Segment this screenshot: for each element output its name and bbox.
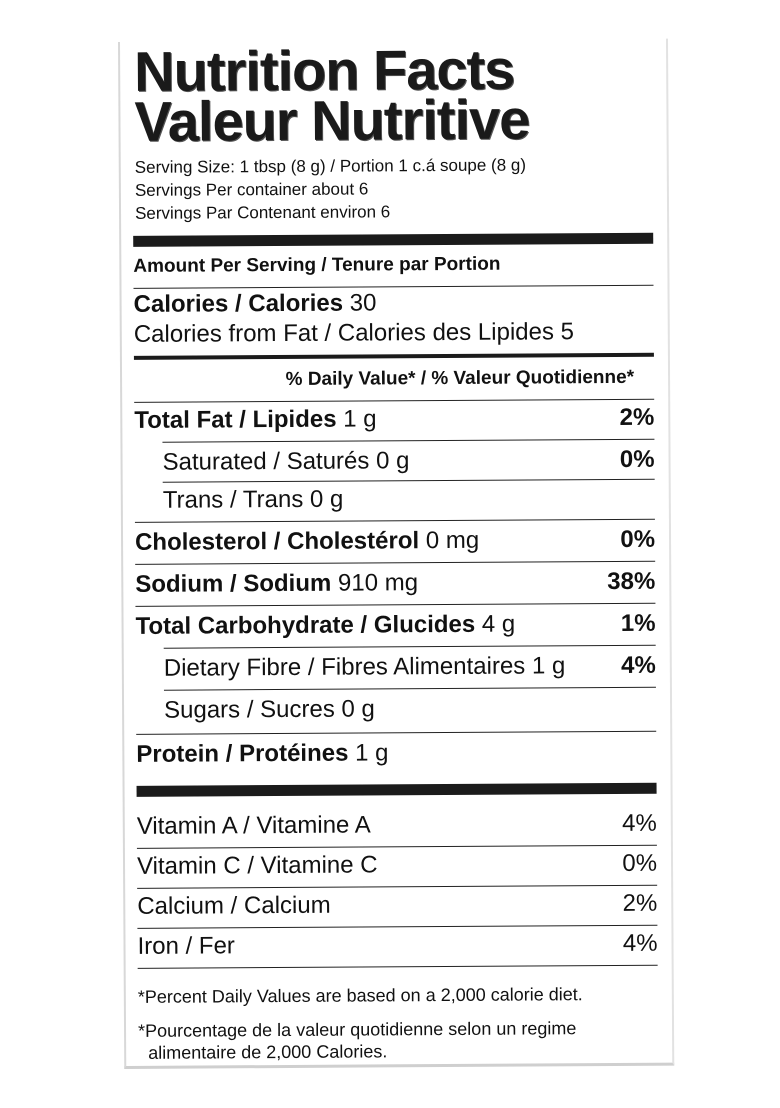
nutrition-label	[118, 39, 674, 1069]
vitamin-row-c	[137, 849, 657, 882]
vitamin-label: Vitamin A / Vitamine A	[136, 811, 371, 840]
divider	[135, 561, 655, 565]
nutrient-row-sodium	[135, 567, 655, 600]
nutrient-row-cholesterol	[135, 525, 655, 558]
nutrient-label: Saturated / Saturés 0 g	[162, 447, 410, 476]
divider	[136, 731, 656, 735]
divider	[135, 519, 655, 523]
divider	[164, 687, 656, 691]
servings-per-container-en: Servings Per container about 6	[134, 179, 369, 200]
nutrient-label: Trans / Trans 0 g	[162, 485, 344, 514]
nutrient-amount: 1 g	[343, 405, 377, 433]
medium-divider	[134, 353, 654, 360]
vitamin-label: Vitamin C / Vitamine C	[136, 851, 378, 880]
amount-per-serving-header: Amount Per Serving / Tenure par Portion	[133, 253, 501, 277]
nutrient-row-sugars	[164, 693, 656, 726]
footnote-french-line-2: alimentaire de 2,000 Calories.	[148, 1041, 388, 1063]
vitamin-daily-value: 4%	[622, 809, 657, 837]
nutrient-label: Cholesterol / Cholestérol	[134, 527, 420, 556]
nutrient-row-total-fat	[134, 403, 654, 436]
serving-size: Serving Size: 1 tbsp (8 g) / Portion 1 c.á soupe (8 g)	[134, 155, 527, 177]
vitamin-daily-value: 2%	[622, 889, 658, 917]
nutrient-daily-value: 4%	[621, 651, 656, 679]
serving-info	[135, 154, 527, 225]
nutrient-daily-value: 0%	[620, 525, 656, 553]
nutrient-amount: 910 mg	[337, 569, 419, 597]
nutrient-daily-value: 1%	[620, 609, 656, 637]
nutrient-label: Total Carbohydrate / Glucides	[135, 610, 476, 640]
nutrient-row-trans	[163, 483, 655, 516]
divider	[138, 965, 658, 969]
nutrient-daily-value: 38%	[607, 567, 656, 596]
vitamin-label: Iron / Fer	[137, 932, 235, 960]
nutrient-amount: 0 mg	[425, 526, 480, 555]
calories-from-fat: Calories from Fat / Calories des Lipides 5	[133, 318, 575, 348]
nutrient-label: Total Fat / Lipides	[134, 405, 337, 434]
vitamin-row-calcium	[137, 889, 657, 922]
nutrient-row-carbohydrate	[135, 609, 655, 642]
vitamin-row-a	[137, 809, 657, 842]
calories-label: Calories / Calories	[133, 289, 344, 318]
divider	[163, 479, 655, 483]
nutrient-row-protein	[136, 737, 656, 770]
nutrient-amount: 1 g	[354, 739, 389, 767]
thick-divider	[137, 783, 657, 797]
daily-value-header: % Daily Value* / % Valeur Quotidienne*	[285, 366, 635, 390]
nutrient-label: Dietary Fibre / Fibres Alimentaires 1 g	[163, 652, 566, 682]
footnote-french	[138, 1017, 658, 1064]
divider	[164, 645, 656, 649]
footnote-french-line-1: *Pourcentage de la valeur quotidienne selon un regime	[137, 1018, 577, 1041]
footnote-english: *Percent Daily Values are based on a 2,000 calorie diet.	[137, 984, 583, 1007]
divider	[162, 439, 654, 443]
nutrient-daily-value: 0%	[619, 445, 655, 473]
nutrient-amount: 4 g	[481, 610, 516, 638]
calories-value: 30	[349, 289, 377, 317]
nutrient-row-saturated	[162, 445, 654, 478]
calories-row	[134, 287, 654, 320]
vitamin-daily-value: 4%	[622, 929, 658, 957]
title-english: Nutrition Facts	[133, 37, 515, 103]
nutrient-row-fibre	[164, 651, 656, 684]
nutrient-daily-value: 2%	[619, 403, 655, 431]
nutrient-label: Protein / Protéines	[136, 739, 349, 768]
vitamin-row-iron	[137, 929, 657, 962]
nutrient-label: Sugars / Sucres 0 g	[164, 695, 375, 724]
thick-divider	[133, 233, 653, 247]
vitamin-daily-value: 0%	[622, 849, 658, 877]
nutrient-label: Sodium / Sodium	[135, 569, 332, 598]
divider	[135, 603, 655, 607]
servings-per-container-fr: Servings Par Contenant environ 6	[134, 202, 391, 223]
title-french: Valeur Nutritive	[134, 87, 530, 153]
vitamin-label: Calcium / Calcium	[137, 891, 331, 920]
